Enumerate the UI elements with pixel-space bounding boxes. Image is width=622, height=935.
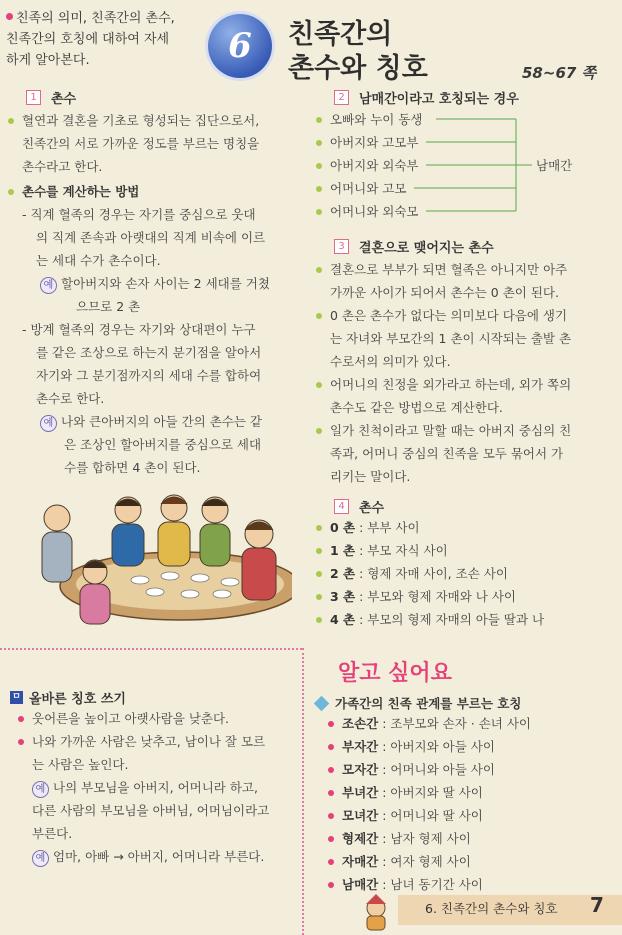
page-number: 7 [590, 893, 604, 917]
example-1: 예 할아버지와 손자 사이는 2 세대를 거쳤 으므로 2 촌 [8, 272, 300, 318]
list-item: 오빠와 누이 동생 [316, 108, 422, 131]
list-item: 부자간 : 아버지와 아들 사이 [328, 735, 622, 758]
section-heading: 3 결혼으로 맺어지는 촌수 [334, 237, 622, 256]
box-bullet: 웃어른을 높이고 아랫사람을 낮춘다. [18, 707, 300, 730]
box-heading: ㅁ 올바른 칭호 쓰기 [10, 688, 300, 707]
want-to-know-section [316, 694, 622, 896]
example-mark-icon: 예 [40, 415, 57, 432]
page-range: 58~67 쪽 [522, 64, 597, 82]
chapter-title: 친족간의 촌수와 칭호 [288, 19, 428, 84]
section-chonsu-list [316, 497, 622, 631]
section-heading: 2 남매간이라고 호칭되는 경우 [334, 88, 622, 107]
box-example-2: 예 엄마, 아빠 → 아버지, 어머니라 부른다. [10, 845, 300, 868]
section-siblings [316, 88, 622, 228]
list-item: 아버지와 외숙부 [316, 154, 419, 177]
method-heading: 촌수를 계산하는 방법 [8, 180, 300, 203]
section-number: 2 [334, 90, 349, 105]
example-mark-icon: 예 [32, 850, 49, 867]
intro-line: 친족의 의미, 친족간의 촌수, [16, 11, 175, 26]
section-number: 3 [334, 239, 349, 254]
want-to-know-title: 알고 싶어요 [338, 661, 452, 686]
paragraph: 일가 친척이라고 말할 때는 아버지 중심의 친 족과, 어머니 중심의 친족을 모두 묶어서 가 리키는 말이다. [316, 419, 622, 488]
section-heading: 4 촌수 [334, 497, 622, 516]
list-item: 어머니와 고모 [316, 177, 406, 200]
bullet-dot-icon [6, 13, 13, 20]
box-example-1: 예 나의 부모님을 아버지, 어머니라 하고, 다른 사람의 부모님을 아버님, 어머님이라고 부른다. [32, 780, 270, 841]
square-bullet-icon: ㅁ [10, 691, 23, 704]
list-item: 3 촌 : 부모와 형제 자매와 나 사이 [316, 585, 622, 608]
correct-titles-box [10, 688, 300, 868]
footer-chapter-title: 6. 친족간의 촌수와 칭호 [425, 901, 558, 916]
example-2: 예 나와 큰아버지의 아들 간의 촌수는 같 은 조상인 할아버지를 중심으로 세대 수를 합하면 4 촌이 된다. [8, 410, 300, 479]
paragraph: 0 촌은 촌수가 없다는 의미보다 다음에 생기 는 자녀와 부모간의 1 촌이 시작되는 출발 촌 수로서의 의미가 있다. [316, 304, 622, 373]
list-item: 조손간 : 조부모와 손자 · 손녀 사이 [328, 712, 622, 735]
box-bullet: 나와 가까운 사람은 낮추고, 남이나 잘 모르 는 사람은 높인다. [18, 730, 300, 776]
want-subheading: 가족간의 친족 관계를 부르는 호칭 [316, 694, 622, 712]
list-item: 1 촌 : 부모 자식 사이 [316, 539, 622, 562]
intro-line: 친족간의 호칭에 대하여 자세 [6, 32, 170, 47]
list-item: 아버지와 고모부 [316, 131, 419, 154]
bracket-connector [316, 88, 622, 228]
section-number: 4 [334, 499, 349, 514]
example-mark-icon: 예 [32, 781, 49, 798]
list-item: 4 촌 : 부모의 형제 자매의 아들 딸과 나 [316, 608, 622, 631]
list-item: 형제간 : 남자 형제 사이 [328, 827, 622, 850]
mascot-icon [356, 892, 396, 932]
intro-line: 하게 알아본다. [6, 53, 90, 68]
section-heading: 1 촌수 [26, 88, 300, 107]
chapter-number-badge: 6 [208, 14, 272, 78]
list-item: 어머니와 외숙모 [316, 200, 419, 223]
box-border-right [302, 648, 304, 935]
section-chonsu [8, 88, 300, 479]
list-item: 2 촌 : 형제 자매 사이, 조손 사이 [316, 562, 622, 585]
list-item: 0 촌 : 부부 사이 [316, 516, 622, 539]
list-item: 자매간 : 여자 형제 사이 [328, 850, 622, 873]
section-marriage [316, 237, 622, 488]
siblings-label: 남매간 [536, 158, 573, 173]
list-item: 모녀간 : 어머니와 딸 사이 [328, 804, 622, 827]
box-border-top [0, 648, 302, 650]
family-dinner-illustration [30, 488, 292, 628]
paragraph: 결혼으로 부부가 되면 혈족은 아니지만 아주 가까운 사이가 되어서 촌수는 0 촌이 된다. [316, 258, 622, 304]
list-item: 모자간 : 어머니와 아들 사이 [328, 758, 622, 781]
chapter-intro [6, 8, 202, 71]
section-number: 1 [26, 90, 41, 105]
definition-paragraph: 혈연과 결혼을 기초로 형성되는 집단으로서, 친족간의 서로 가까운 정도를 부르는 명칭을 촌수라고 한다. [8, 109, 300, 178]
collateral-lineage-paragraph: - 방계 혈족의 경우는 자기와 상대편이 누구 를 같은 조상으로 하는지 분기점을 알아서 자기와 그 분기점까지의 세대 수를 합하여 촌수로 한다. [22, 322, 262, 406]
direct-lineage-paragraph: - 직계 혈족의 경우는 자기를 중심으로 웃대 의 직계 존속과 아랫대의 직계 비속에 이르 는 세대 수가 촌수이다. [22, 207, 266, 268]
list-item: 부녀간 : 아버지와 딸 사이 [328, 781, 622, 804]
diamond-icon [314, 695, 330, 711]
list-item: 남매간 : 남녀 동기간 사이 [328, 873, 622, 896]
paragraph: 어머니의 친정을 외가라고 하는데, 외가 쪽의 촌수도 같은 방법으로 계산한다. [316, 373, 622, 419]
example-mark-icon: 예 [40, 277, 57, 294]
